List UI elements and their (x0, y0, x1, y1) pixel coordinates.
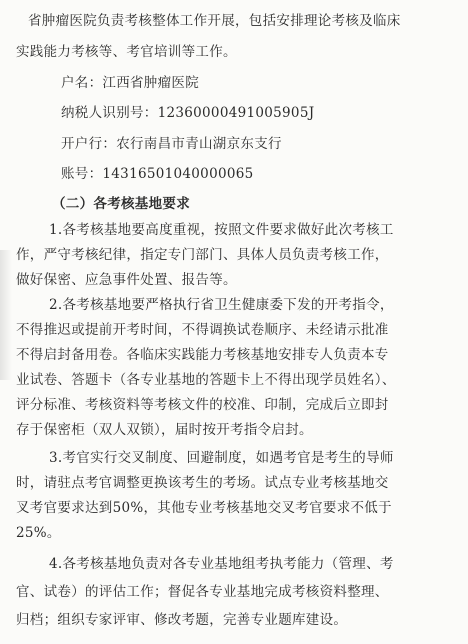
paragraph-line: 3.考官实行交叉制度、回避制度，如遇考官是考生的导师 (49, 450, 394, 466)
paragraph-line: 25%。 (16, 525, 61, 541)
scan-shadow (0, 250, 12, 380)
paragraph-line: 业试卷、答题卡（各专业基地的答题卡上不得出现学员姓名）、 (16, 372, 396, 388)
account-number: 账号：14316501040000065 (61, 166, 254, 182)
paragraph-line: 存于保密柜（双人双锁），届时按开考指令启封。 (16, 422, 313, 438)
paragraph-line: 做好保密、应急事件处置、报告等。 (16, 272, 237, 288)
paragraph-line: 官、试卷）的评估工作；督促各专业基地完成考核资料整理、 (16, 584, 389, 600)
bank-name: 开户行：农行南昌市青山湖京东支行 (61, 136, 282, 152)
paragraph-line: 归档；组织专家评审、修改考题，完善专业题库建设。 (16, 612, 348, 628)
paragraph-line: 叉考官要求达到50%，其他专业考核基地交叉考官要求不低于 (16, 500, 392, 516)
paragraph-line: 实践能力考核等、考官培训等工作。 (16, 44, 237, 60)
paragraph-line: 省肿瘤医院负责考核整体工作开展，包括安排理论考核及临床 (28, 13, 401, 29)
paragraph-line: 作，严守考核纪律，指定专门部门、具体人员负责考核工作， (16, 247, 389, 263)
tax-id: 纳税人识别号：12360000491005905J (61, 105, 315, 121)
paragraph-line: 不得推迟或提前开考时间，不得调换试卷顺序、未经请示批准 (16, 322, 389, 338)
paragraph-line: 2.各考核基地要严格执行省卫生健康委下发的开考指令， (49, 297, 394, 313)
paragraph-line: 不得启封备用卷。各临床实践能力考核基地安排专人负责本专 (16, 347, 389, 363)
paragraph-line: 4.各考核基地负责对各专业基地组考执考能力（管理、考 (49, 556, 394, 572)
paragraph-line: 时，请驻点考官调整更换该考生的考场。试点专业考核基地交 (16, 475, 389, 491)
paragraph-line: 评分标准、考核资料等考核文件的校准、印制，完成后立即封 (16, 397, 389, 413)
account-name: 户名：江西省肿瘤医院 (61, 75, 199, 91)
section-heading: （二）各考核基地要求 (52, 196, 190, 212)
paragraph-line: 1.各考核基地要高度重视，按照文件要求做好此次考核工 (49, 222, 394, 238)
